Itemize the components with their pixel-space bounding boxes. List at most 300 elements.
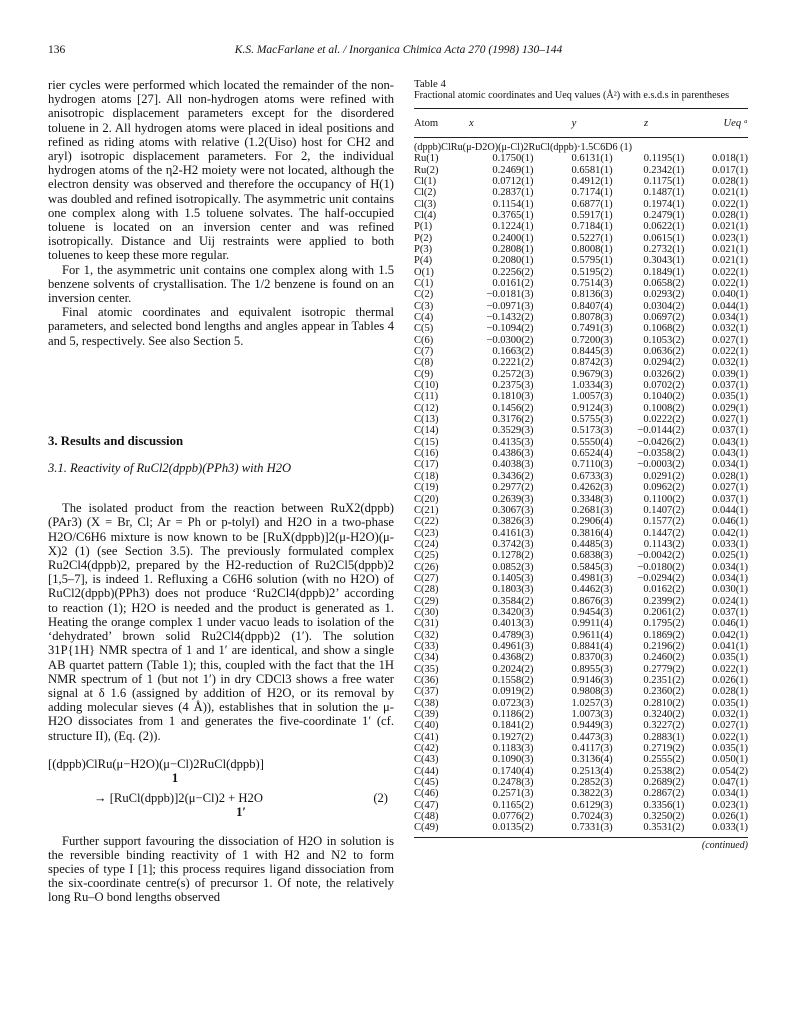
table-row [414, 630, 748, 641]
table-cell: 0.039(1) [712, 368, 748, 380]
table-row [414, 743, 748, 754]
table-cell: 0.035(1) [712, 391, 748, 403]
table-cell: 0.2837(1) [492, 187, 534, 199]
table-cell: 0.042(1) [712, 629, 748, 641]
table-cell: 0.0293(2) [643, 289, 685, 301]
table-cell: 0.1750(1) [492, 153, 534, 165]
table-row [414, 754, 748, 765]
table-cell: −0.0426(2) [637, 436, 685, 448]
table-cell: 0.2852(3) [571, 777, 613, 789]
table-cell: C(26) [414, 561, 439, 573]
table-row [414, 380, 748, 391]
table-cell: 0.8841(4) [571, 640, 613, 652]
table-cell: −0.0971(3) [486, 300, 534, 312]
table-cell: 0.1849(1) [643, 266, 685, 278]
table-cell: 0.0658(2) [643, 277, 685, 289]
table-cell: 0.8136(3) [571, 289, 613, 301]
table-row [414, 153, 748, 164]
table-cell: 0.034(1) [712, 459, 748, 471]
table-row [414, 255, 748, 266]
table-cell: C(24) [414, 538, 439, 550]
table-cell: 1.0057(3) [571, 391, 613, 403]
table-cell: C(22) [414, 516, 439, 528]
table-cell: 0.6838(3) [571, 550, 613, 562]
table-row [414, 323, 748, 334]
table-cell: 1.0073(3) [571, 709, 613, 721]
table-cell: P(3) [414, 243, 433, 255]
table-cell: 0.7331(3) [571, 822, 613, 834]
table-cell: 0.5917(1) [571, 209, 613, 221]
table-cell: 0.027(1) [712, 414, 748, 426]
table-cell: 0.8445(3) [571, 346, 613, 358]
table-cell: 0.4981(3) [571, 572, 613, 584]
table-cell: 0.017(1) [712, 164, 748, 176]
table-row [414, 505, 748, 516]
table-cell: 0.3250(2) [643, 811, 685, 823]
table-row [414, 698, 748, 709]
table-cell: 0.1663(2) [492, 346, 534, 358]
table-cell: 0.034(1) [712, 572, 748, 584]
table-row [414, 221, 748, 232]
table-cell: 0.6129(3) [571, 799, 613, 811]
table-cell: C(15) [414, 436, 439, 448]
table-cell: 0.1974(1) [643, 198, 685, 210]
table-cell: 0.021(1) [712, 221, 748, 233]
table-cell: 0.033(1) [712, 822, 748, 834]
column-header: y [571, 118, 577, 129]
table-cell: 0.0712(1) [492, 175, 534, 187]
table-cell: 0.043(1) [712, 436, 748, 448]
table-cell: 0.8407(4) [571, 300, 613, 312]
table-cell: C(28) [414, 584, 439, 596]
table-cell: 0.054(2) [712, 765, 748, 777]
table-cell: C(45) [414, 777, 439, 789]
table-row [414, 244, 748, 255]
table-cell: 0.3420(3) [492, 606, 534, 618]
table-cell: 0.0291(2) [643, 470, 685, 482]
table-cell: 0.9611(4) [571, 629, 613, 641]
table-row [414, 176, 748, 187]
table-row [414, 777, 748, 788]
table-cell: 0.4485(3) [571, 538, 613, 550]
table-cell: C(25) [414, 550, 439, 562]
table-cell: 0.0852(3) [492, 561, 534, 573]
table-cell: C(33) [414, 640, 439, 652]
table-cell: 0.0161(2) [492, 277, 534, 289]
table-cell: 0.2351(2) [643, 675, 685, 687]
table-cell: C(18) [414, 470, 439, 482]
table-cell: 0.028(1) [712, 470, 748, 482]
table-cell: 0.2513(4) [571, 765, 613, 777]
table-cell: 0.3227(2) [643, 720, 685, 732]
table-cell: 0.028(1) [712, 175, 748, 187]
table-row [414, 539, 748, 550]
table-cell: 0.2977(2) [492, 482, 534, 494]
table-cell: 0.2681(3) [571, 504, 613, 516]
table-cell: C(31) [414, 618, 439, 630]
table-cell: Cl(3) [414, 198, 437, 210]
table-cell: 0.7200(3) [571, 334, 613, 346]
paragraph: Final atomic coordinates and equivalent isotropic thermal parameters, and selected bond lengths and angles appear in Tables 4 and 5, respectively. See also Section 5. [48, 305, 394, 348]
equation-reactant: [(dppb)ClRu(μ−H2O)(μ−Cl)2RuCl(dppb)] [48, 756, 264, 771]
table-cell: 0.0326(2) [643, 368, 685, 380]
table-cell: 0.8742(3) [571, 357, 613, 369]
table-cell: 0.040(1) [712, 289, 748, 301]
table-cell: 0.2810(2) [643, 697, 685, 709]
table-row [414, 448, 748, 459]
table-cell: 0.3531(2) [643, 822, 685, 834]
table-cell: C(34) [414, 652, 439, 664]
table-cell: 0.2479(1) [643, 209, 685, 221]
table-row [414, 596, 748, 607]
table-cell: 0.1803(3) [492, 584, 534, 596]
table-cell: −0.0294(2) [637, 572, 685, 584]
table-cell: 0.1795(2) [643, 618, 685, 630]
table-cell: 0.0622(1) [643, 221, 685, 233]
paragraph: For 1, the asymmetric unit contains one complex along with 1.5 benzene solvents of crystallisation. The 1/2 benzene is found on an inversion center. [48, 262, 394, 306]
table-cell: 0.1740(4) [492, 765, 534, 777]
table-cell: 0.5195(2) [571, 266, 613, 278]
table-cell: 0.1558(2) [492, 675, 534, 687]
table-cell: 0.1405(3) [492, 572, 534, 584]
table-cell: 0.4462(3) [571, 584, 613, 596]
table-cell: 0.021(1) [712, 187, 748, 199]
table-cell: 0.3436(2) [492, 470, 534, 482]
table-cell: C(35) [414, 663, 439, 675]
table-cell: Cl(1) [414, 175, 437, 187]
table-cell: C(47) [414, 799, 439, 811]
table-cell: 0.4961(3) [492, 640, 534, 652]
table-cell: P(1) [414, 221, 433, 233]
table-cell: 0.8078(3) [571, 312, 613, 324]
table-cell: 0.032(1) [712, 357, 748, 369]
section-heading: 3. Results and discussion [48, 433, 184, 448]
table-cell: C(42) [414, 743, 439, 755]
right-column [414, 78, 748, 851]
table-cell: 0.5227(1) [571, 232, 613, 244]
table-cell: 0.043(1) [712, 448, 748, 460]
table-row [414, 822, 748, 833]
table-cell: 0.2360(2) [643, 686, 685, 698]
table-cell: 0.033(1) [712, 538, 748, 550]
table-cell: 0.0723(3) [492, 697, 534, 709]
table-cell: 0.2808(1) [492, 243, 534, 255]
table-cell: 0.1407(2) [643, 504, 685, 516]
table-cell: P(2) [414, 232, 433, 244]
table-cell: 0.034(1) [712, 788, 748, 800]
table-cell: 0.4135(3) [492, 436, 534, 448]
table-cell: C(48) [414, 811, 439, 823]
table-row [414, 573, 748, 584]
table-cell: 0.029(1) [712, 402, 748, 414]
table-cell: 0.1040(2) [643, 391, 685, 403]
table-cell: 0.5550(4) [571, 436, 613, 448]
table-cell: 0.3826(3) [492, 516, 534, 528]
table-row [414, 811, 748, 822]
table-cell: 0.3240(2) [643, 709, 685, 721]
table-cell: 0.1927(2) [492, 731, 534, 743]
table-row [414, 550, 748, 561]
table-cell: C(3) [414, 300, 434, 312]
table-cell: 0.041(1) [712, 640, 748, 652]
left-column [48, 78, 394, 905]
table-cell: 0.1100(2) [643, 493, 685, 505]
table-cell: C(39) [414, 709, 439, 721]
table-cell: 0.2572(3) [492, 368, 534, 380]
column-header: Ueq ᵃ [723, 118, 748, 129]
table-row [414, 289, 748, 300]
table-row [414, 278, 748, 289]
table-cell: 0.5845(3) [571, 561, 613, 573]
table-cell: C(23) [414, 527, 439, 539]
table-cell: 0.022(1) [712, 198, 748, 210]
table-cell: 0.2779(2) [643, 663, 685, 675]
table-cell: 0.2478(3) [492, 777, 534, 789]
table-cell: 0.027(1) [712, 482, 748, 494]
table-row [414, 618, 748, 629]
table-cell: 0.8370(3) [571, 652, 613, 664]
table-cell: 0.4368(2) [492, 652, 534, 664]
table-cell: 0.5173(3) [571, 425, 613, 437]
table-cell: 0.1487(1) [643, 187, 685, 199]
table-row [414, 686, 748, 697]
table-cell: 0.3176(2) [492, 414, 534, 426]
table-row [414, 210, 748, 221]
table-row [414, 369, 748, 380]
table-row [414, 346, 748, 357]
table-cell: −0.0180(2) [637, 561, 685, 573]
table-cell: C(44) [414, 765, 439, 777]
table-cell: 0.3136(4) [571, 754, 613, 766]
table-cell: 0.2571(3) [492, 788, 534, 800]
table-row [414, 528, 748, 539]
table-cell: 0.024(1) [712, 595, 748, 607]
running-head: K.S. MacFarlane et al. / Inorganica Chimica Acta 270 (1998) 130–144 [234, 44, 563, 56]
table-row [414, 516, 748, 527]
table-row [414, 494, 748, 505]
table-cell: 0.3529(3) [492, 425, 534, 437]
table-cell: 0.1143(2) [643, 538, 685, 550]
table-cell: 0.4473(3) [571, 731, 613, 743]
paragraph: rier cycles were performed which located the remainder of the non-hydrogen atoms [27]. All non-hydrogen atoms were refined with anisotropic displacement parameters except for the disordered toluene in 2. All hydrogen atoms were placed in ideal positions and refined as riding atoms with relative (1.2(Uiso) host for CH2 and aryl) isotropic displacement parameters. For 2, the individual hydrogen atoms of the η2-H2 moiety were not located, although the electron density was observed and therefore the occupancy of H(1) was doubled and refined isotropically. The asymmetric unit contains one complex along with 1.5 toluene solvates. The half-occupied toluene is located on an inversion center and was refined isotropically. Distance and Uij restraints were applied to both toluenes to keep these more regular. [48, 78, 394, 263]
table-cell: C(43) [414, 754, 439, 766]
table-cell: 0.022(1) [712, 277, 748, 289]
table-cell: 0.047(1) [712, 777, 748, 789]
table-cell: C(40) [414, 720, 439, 732]
table-row [414, 391, 748, 402]
table-cell: 0.4038(3) [492, 459, 534, 471]
table-cell: 0.2221(2) [492, 357, 534, 369]
table-cell: 0.037(1) [712, 606, 748, 618]
table-cell: 0.1186(2) [492, 709, 534, 721]
table-cell: 0.4262(3) [571, 482, 613, 494]
table-cell: 0.3348(3) [571, 493, 613, 505]
table-cell: 0.2555(2) [643, 754, 685, 766]
table-row [414, 709, 748, 720]
table-cell: 0.1068(2) [643, 323, 685, 335]
table-cell: 0.1008(2) [643, 402, 685, 414]
table-cell: −0.1094(2) [486, 323, 534, 335]
table-cell: 0.1841(2) [492, 720, 534, 732]
compound-label: (dppb)ClRu(μ-D2O)(μ-Cl)2RuCl(dppb)·1.5C6D6 (1) [414, 142, 633, 153]
table-cell: 1.0334(3) [571, 380, 613, 392]
table-caption: Fractional atomic coordinates and Ueq values (Å²) with e.s.d.s in parentheses [414, 90, 730, 101]
table-cell: 0.2375(3) [492, 380, 534, 392]
table-cell: 0.1090(3) [492, 754, 534, 766]
table-cell: C(7) [414, 346, 434, 358]
table-cell: 0.2689(2) [643, 777, 685, 789]
table-cell: 0.1869(2) [643, 629, 685, 641]
table-cell: 0.9124(3) [571, 402, 613, 414]
table-cell: 0.2538(2) [643, 765, 685, 777]
table-cell: 0.050(1) [712, 754, 748, 766]
table-cell: 0.030(1) [712, 584, 748, 596]
table-cell: C(2) [414, 289, 434, 301]
table-cell: 0.0776(2) [492, 811, 534, 823]
table-cell: Cl(2) [414, 187, 437, 199]
table-cell: 0.2460(2) [643, 652, 685, 664]
table-cell: 0.0962(2) [643, 482, 685, 494]
table-cell: 0.3822(3) [571, 788, 613, 800]
table-cell: 0.027(1) [712, 720, 748, 732]
table-cell: −0.0042(2) [637, 550, 685, 562]
equation-product: → [RuCl(dppb)]2(μ−Cl)2 + H2O [94, 791, 263, 806]
column-header: x [469, 118, 474, 129]
table-cell: 0.044(1) [712, 300, 748, 312]
table-cell: 0.2061(2) [643, 606, 685, 618]
table-cell: 0.6581(1) [571, 164, 613, 176]
table-row [414, 766, 748, 777]
table-cell: 0.3816(4) [571, 527, 613, 539]
compound-number: 1′ [236, 805, 246, 820]
table-cell: 0.044(1) [712, 504, 748, 516]
table-cell: 0.028(1) [712, 209, 748, 221]
table-cell: 0.2342(1) [643, 164, 685, 176]
table-cell: 0.032(1) [712, 709, 748, 721]
table-cell: 0.1165(2) [492, 799, 534, 811]
table-cell: 0.046(1) [712, 516, 748, 528]
table-cell: 0.4013(3) [492, 618, 534, 630]
table-cell: 0.037(1) [712, 425, 748, 437]
table-cell: 0.2906(4) [571, 516, 613, 528]
table-cell: C(46) [414, 788, 439, 800]
table-cell: C(13) [414, 414, 439, 426]
table-cell: 0.025(1) [712, 550, 748, 562]
table-cell: 0.022(1) [712, 663, 748, 675]
table-cell: C(5) [414, 323, 434, 335]
table-cell: 0.1278(2) [492, 550, 534, 562]
table-row [414, 459, 748, 470]
page-header [48, 44, 749, 60]
table-cell: 0.6733(3) [571, 470, 613, 482]
coordinates-table [414, 153, 748, 834]
table-cell: C(8) [414, 357, 434, 369]
table-cell: 0.9146(3) [571, 675, 613, 687]
table-cell: 0.023(1) [712, 232, 748, 244]
table-row [414, 403, 748, 414]
table-cell: C(27) [414, 572, 439, 584]
table-cell: O(1) [414, 266, 434, 278]
table-cell: 0.0135(2) [492, 822, 534, 834]
table-cell: 0.042(1) [712, 527, 748, 539]
table-cell: 0.2196(2) [643, 640, 685, 652]
table-cell: 0.9449(3) [571, 720, 613, 732]
table-row [414, 267, 748, 278]
table-row [414, 165, 748, 176]
table-row [414, 437, 748, 448]
table-cell: 0.8955(3) [571, 663, 613, 675]
table-cell: 0.2399(2) [643, 595, 685, 607]
table-cell: 0.046(1) [712, 618, 748, 630]
table-cell: 0.035(1) [712, 652, 748, 664]
table-cell: C(14) [414, 425, 439, 437]
table-cell: 0.035(1) [712, 743, 748, 755]
table-cell: −0.1432(2) [486, 312, 534, 324]
table-cell: 0.0919(2) [492, 686, 534, 698]
page-number: 136 [48, 44, 66, 56]
table-cell: 0.0615(1) [643, 232, 685, 244]
column-header: z [643, 118, 649, 129]
table-cell: −0.0144(2) [637, 425, 685, 437]
column-header: Atom [414, 118, 439, 129]
table-row [414, 482, 748, 493]
table-cell: 0.1154(1) [492, 198, 534, 210]
table-cell: 0.3067(3) [492, 504, 534, 516]
table-cell: C(30) [414, 606, 439, 618]
table-cell: 0.0222(2) [643, 414, 685, 426]
table-cell: C(4) [414, 312, 434, 324]
table-cell: 0.2883(1) [643, 731, 685, 743]
table-cell: 0.3584(2) [492, 595, 534, 607]
table-cell: 0.022(1) [712, 731, 748, 743]
table-cell: C(29) [414, 595, 439, 607]
table-cell: C(11) [414, 391, 439, 403]
table-cell: 0.034(1) [712, 561, 748, 573]
table-cell: C(12) [414, 402, 439, 414]
table-row [414, 471, 748, 482]
table-cell: 0.3043(1) [643, 255, 685, 267]
table-cell: 0.7024(3) [571, 811, 613, 823]
table-cell: 0.0702(2) [643, 380, 685, 392]
table-cell: 0.6877(1) [571, 198, 613, 210]
table-cell: 0.1053(2) [643, 334, 685, 346]
table-row [414, 652, 748, 663]
table-row [414, 584, 748, 595]
table-cell: 0.9679(3) [571, 368, 613, 380]
table-label: Table 4 [414, 78, 446, 90]
table-cell: C(19) [414, 482, 439, 494]
table-cell: 0.037(1) [712, 493, 748, 505]
table-cell: C(38) [414, 697, 439, 709]
table-cell: C(16) [414, 448, 439, 460]
table-cell: 0.037(1) [712, 380, 748, 392]
table-cell: 0.7514(3) [571, 277, 613, 289]
table-cell: 0.028(1) [712, 686, 748, 698]
table-cell: 0.021(1) [712, 255, 748, 267]
table-cell: 0.027(1) [712, 334, 748, 346]
table-cell: 0.7174(1) [571, 187, 613, 199]
table-cell: C(10) [414, 380, 439, 392]
table-cell: C(20) [414, 493, 439, 505]
table-cell: 0.0304(2) [643, 300, 685, 312]
table-cell: 0.1175(1) [643, 175, 685, 187]
table-cell: 0.3765(1) [492, 209, 534, 221]
table-row [414, 414, 748, 425]
table-cell: 0.2024(2) [492, 663, 534, 675]
table-cell: 0.9911(4) [571, 618, 613, 630]
table-cell: 0.022(1) [712, 266, 748, 278]
table-cell: 0.026(1) [712, 811, 748, 823]
